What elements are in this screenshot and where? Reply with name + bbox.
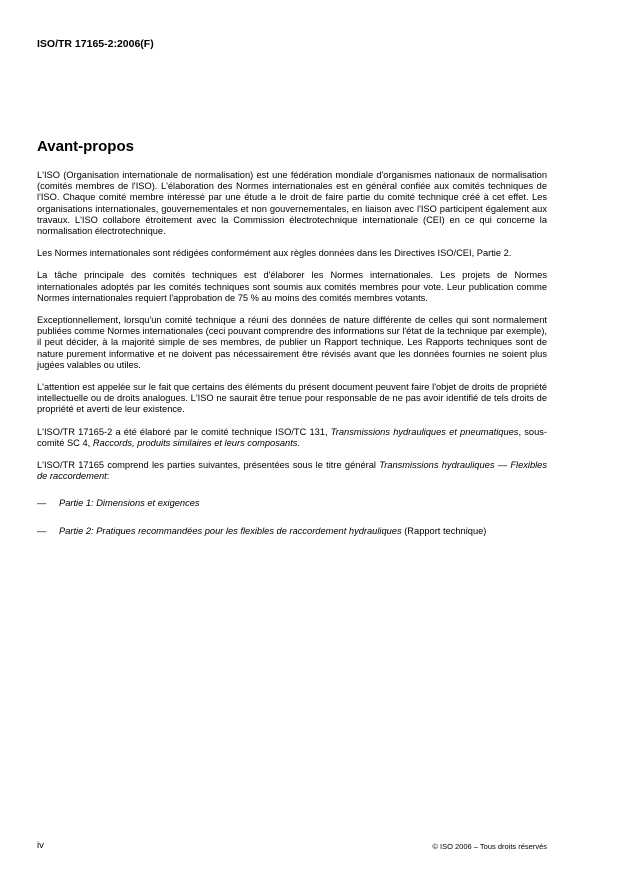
paragraph-parts-intro	[37, 460, 547, 482]
part-2-title: Partie 2: Pratiques recommandées pour les flexibles de raccordement hydrauliques	[59, 525, 402, 536]
part-1-title: Partie 1: Dimensions et exigences	[59, 498, 200, 509]
paragraph-main-task: La tâche principale des comités techniques est d'élaborer les Normes internationales. Les projets de Normes internationales adoptés par les comités techniques sont soumis aux comités membres pour vote. Leur publication comme Normes internationales requiert l'approbation de 75 % au moins des comités membres votants.	[37, 270, 547, 303]
paragraph-directives: Les Normes internationales sont rédigées conformément aux règles données dans les Directives ISO/CEI, Partie 2.	[37, 248, 512, 259]
paragraph-iso-organisation: L'ISO (Organisation internationale de normalisation) est une fédération mondiale d'organismes nationaux de normalisation (comités membres de l'ISO). L'élaboration des Normes internationales est en général confiée aux comités techniques de l'ISO. Chaque comité membre intéressé par une étude a le droit de faire partie du comité technique créé à cet effet. Les organisations internationales, gouvernementales et non gouvernementales, en liaison avec l'ISO participent également aux travaux. L'ISO collabore étroitement avec la Commission électrotechnique internationale (CEI) en ce qui concerne la normalisation électrotechnique.	[37, 170, 547, 237]
subcommittee-title: Raccords, produits similaires et leurs composants	[92, 437, 298, 448]
foreword-body	[37, 170, 547, 553]
paragraph-patent-rights: L'attention est appelée sur le fait que certains des éléments du présent document peuvent faire l'objet de droits de propriété intellectuelle ou de droits analogues. L'ISO ne saurait être tenue pour responsable de ne pas avoir identifié de tels droits de propriété et averti de leur existence.	[37, 382, 547, 415]
document-id: ISO/TR 17165-2:2006(F)	[37, 38, 154, 50]
prepared-by-text-a: L'ISO/TR 17165-2 a été élaboré par le comité technique ISO/TC 131,	[37, 426, 331, 437]
committee-title: Transmissions hydrauliques et pneumatiques	[330, 426, 519, 437]
list-dash: —	[37, 498, 47, 509]
list-dash: —	[37, 525, 47, 536]
parts-intro-text-a: L'ISO/TR 17165 comprend les parties suivantes, présentées sous le titre général	[37, 460, 380, 471]
paragraph-prepared-by	[37, 427, 547, 449]
prepared-by-text-e: .	[297, 437, 301, 448]
page-number: iv	[37, 840, 44, 851]
paragraph-exceptional: Exceptionnellement, lorsqu'un comité technique a réuni des données de nature différente de celles qui sont normalement publiées comme Normes internationales (ceci pouvant comprendre des informations sur l'état de la technique par exemple), il peut décider, à la majorité simple de ses membres, de publier un Rapport technique. Les Rapports techniques sont de nature purement informative et ne doivent pas nécessairement être révisés avant que les données fournies ne soient plus jugées valables ou utiles.	[37, 315, 547, 370]
list-item-part-2	[37, 526, 547, 537]
prepared-by-text-c: , sous-comité SC 4,	[37, 426, 547, 448]
copyright-notice: © ISO 2006 – Tous droits réservés	[432, 842, 547, 851]
section-title: Avant-propos	[37, 138, 134, 155]
general-title: Transmissions hydrauliques — Flexibles de raccordement	[37, 460, 548, 482]
part-2-type: (Rapport technique)	[401, 525, 487, 536]
list-item-part-1	[37, 498, 547, 509]
parts-intro-text-c: :	[106, 471, 110, 482]
